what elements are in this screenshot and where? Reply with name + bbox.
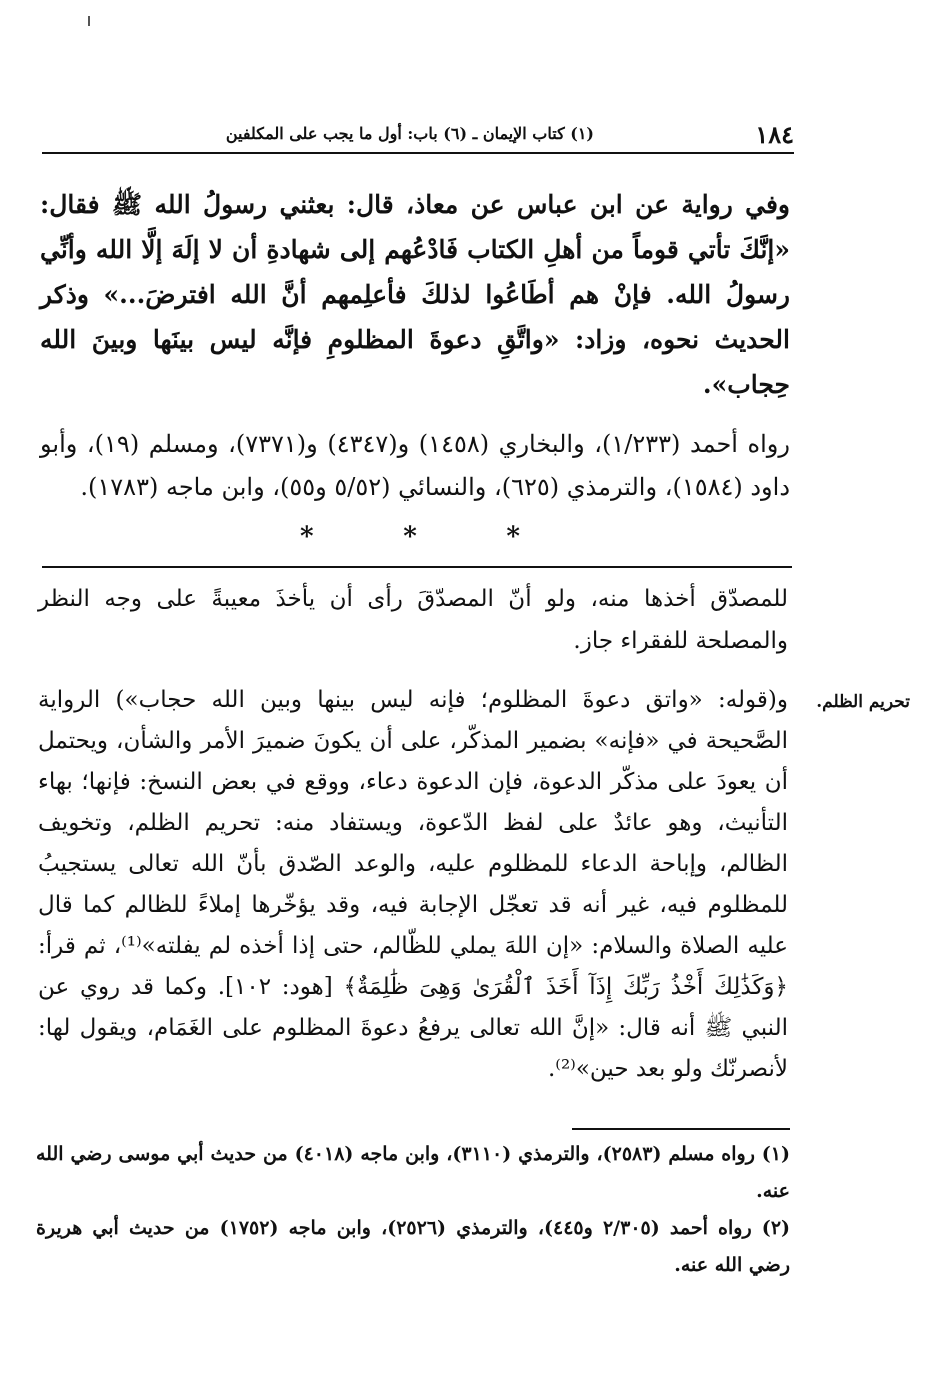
- running-header: [42, 116, 794, 154]
- margin-note: تحريم الظلم.: [816, 692, 910, 712]
- section-separator: [300, 522, 520, 552]
- commentary-paragraph: و(قوله: «واتق دعوةَ المظلوم؛ فإنه ليس بينها وبين الله حجاب») الرواية الصَّحيحة في «فإنه» بضمير المذكّر، على أن يكونَ ضميرَ الأمر والشأن، ويحتمل أن يعودَ على مذكّر الدعوة، فإن الدعوة دعاء، ووقع في بعض النسخ: فإنها؛ بهاء التأنيث، وهو عائدٌ على لفظ الدّعوة، ويستفاد منه: تحريم الظلم، وتخويف الظالم، وإباحة الدعاء للمظلوم عليه، والوعد الصّدق بأنّ الله تعالى يستجيبُ للمظلوم فيه، غير أنه قد تعجّل الإجابة فيه، وقد يؤخّرها إملاءً للظالم كما قال عليه الصلاة والسلام: «إن اللهَ يملي للظّالم، حتى إذا أخذه لم يفلته»⁽¹⁾، ثم قرأ: ﴿وَكَذَٰلِكَ أَخْذُ رَبِّكَ إِذَآ أَخَذَ ٱلْقُرَىٰ وَهِىَ ظَٰلِمَةٌ﴾ [هود: ١٠٢]. وكما قد روي عن النبي ﷺ أنه قال: «إنَّ الله تعالى يرفعُ دعوةَ المظلوم على الغَمَام، ويقول لها: لأنصرنّك ولو بعد حين»⁽²⁾.: [38, 687, 789, 1082]
- commentary-block: [38, 578, 788, 1090]
- footnote-1: (١) رواه مسلم (٢٥٨٣)، والترمذي (٣١١٠)، وابن ماجه (٤٠١٨) من حديث أبي موسى رضي الله عنه.: [36, 1143, 791, 1202]
- separator-star: *: [300, 522, 314, 552]
- footnote-rule: [572, 1128, 790, 1130]
- commentary-continuation: للمصدّق أخذها منه، ولو أنّ المصدّقَ رأى أن يأخذَ معيبةً على وجه النظر والمصلحة للفقراء جاز.: [38, 586, 788, 654]
- page-mark: [88, 16, 90, 26]
- separator-star: *: [403, 522, 417, 552]
- hadith-text: وفي رواية عن ابن عباس عن معاذ، قال: بعثني رسولُ الله ﷺ فقال: «إنَّكَ تأتي قوماً من أهلِ الكتاب فَادْعُهم إلى شهادةِ أن لا إلَهَ إلَّا الله وأنِّي رسولُ الله. فإنْ هم أطَاعُوا لذلكَ فأعلِمهم أنَّ الله افترضَ...» وذكر الحديث نحوه، وزاد: «واتَّقِ دعوةَ المظلومِ فإنَّه ليس بينَها وبينَ الله حِجاب».: [40, 190, 790, 399]
- footnote-2: (٢) رواه أحمد (٢/٣٠٥ و٤٤٥)، والترمذي (٢٥٢٦)، وابن ماجه (١٧٥٢) من حديث أبي هريرة رضي الله عنه.: [36, 1217, 791, 1276]
- footnotes: [36, 1136, 790, 1284]
- page-number: ١٨٤: [755, 120, 794, 149]
- hadith-sources: رواه أحمد (١/٢٣٣)، والبخاري (١٤٥٨) و(٤٣٤٧) و(٧٣٧١)، ومسلم (١٩)، وأبو داود (١٥٨٤)، والترمذي (٦٢٥)، والنسائي (٥/٥٢ و٥٥)، وابن ماجه (١٧٨٣).: [40, 430, 790, 501]
- section-divider: [42, 566, 792, 568]
- separator-star: *: [506, 522, 520, 552]
- hadith-block: [40, 182, 790, 509]
- running-title: (١) كتاب الإيمان ـ (٦) باب: أول ما يجب على المكلفين: [225, 124, 594, 143]
